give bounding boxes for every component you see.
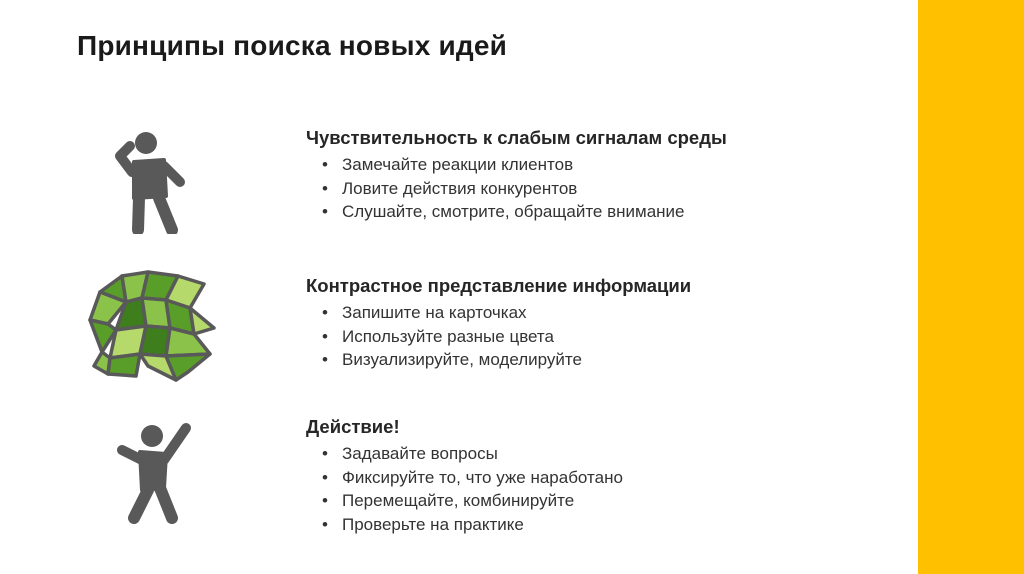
bullet-item: • Визуализируйте, моделируйте <box>322 348 866 372</box>
bullet-list <box>306 301 866 372</box>
section-contrast <box>306 275 866 372</box>
section-action <box>306 416 866 536</box>
bullet-list <box>306 153 866 224</box>
active-person-icon <box>112 420 196 524</box>
bullet-item: • Замечайте реакции клиентов <box>322 153 866 177</box>
bullet-item: • Ловите действия конкурентов <box>322 177 866 201</box>
thinking-person-icon <box>112 126 196 234</box>
bullet-item: • Проверьте на практике <box>322 513 866 537</box>
bullet-item: • Слушайте, смотрите, обращайте внимание <box>322 200 866 224</box>
bullet-item: • Перемещайте, комбинируйте <box>322 489 866 513</box>
green-mosaic-icon <box>86 268 218 382</box>
bullet-list <box>306 442 866 536</box>
slide-title: Принципы поиска новых идей <box>77 30 508 61</box>
accent-bar <box>918 0 1024 574</box>
section-sensitivity <box>306 127 866 224</box>
section-heading: Контрастное представление информации <box>306 275 692 296</box>
bullet-item: • Задавайте вопросы <box>322 442 866 466</box>
bullet-item: • Используйте разные цвета <box>322 325 866 349</box>
section-heading: Чувствительность к слабым сигналам среды <box>306 127 727 148</box>
bullet-item: • Запишите на карточках <box>322 301 866 325</box>
section-heading: Действие! <box>306 416 400 437</box>
bullet-item: • Фиксируйте то, что уже наработано <box>322 466 866 490</box>
